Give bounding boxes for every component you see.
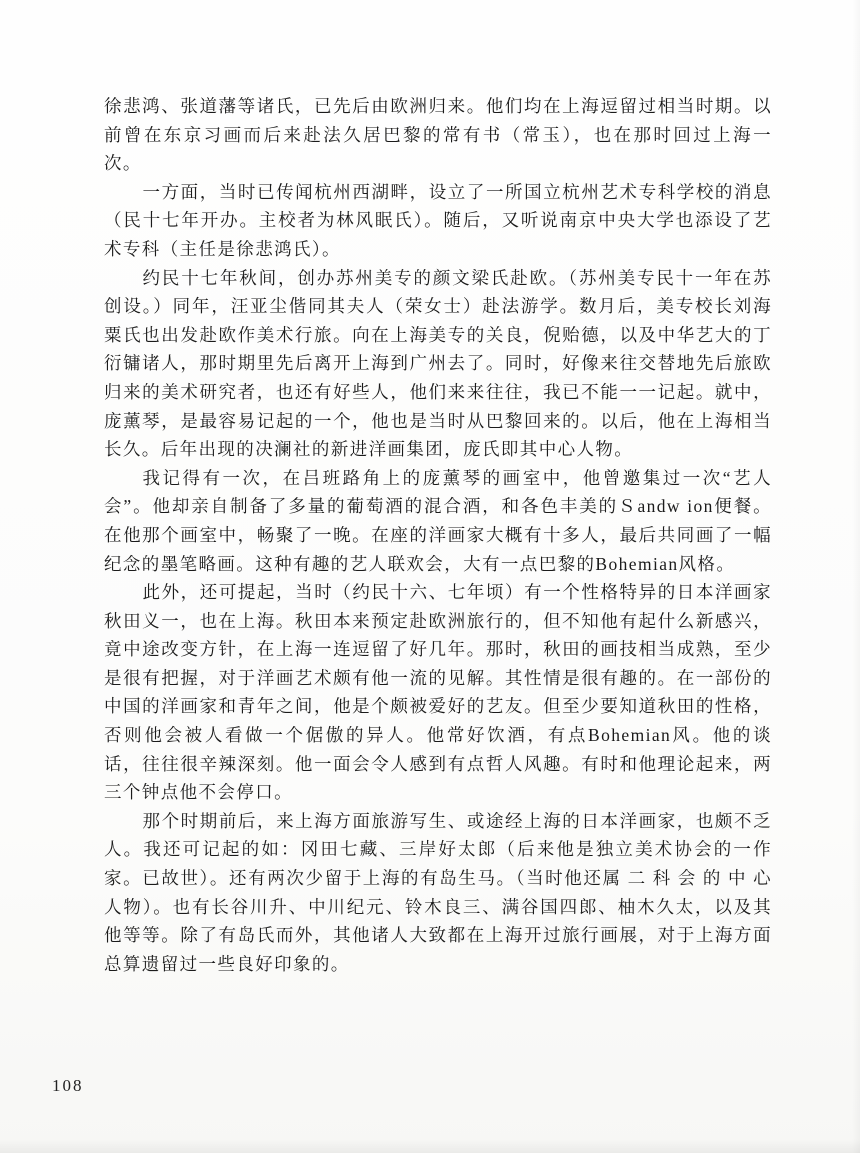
paragraph: 此外，还可提起，当时（约民十六、七年顷）有一个性格特异的日本洋画家秋田义一，也在上海。秋田本来预定赴欧洲旅行的，但不知他有起什么新感兴，竟中途改变方针，在上海一连逗留了好几年。那时，秋田的画技相当成熟，至少是很有把握，对于洋画艺术颇有他一流的见解。其性情是很有趣的。在一部份的中国的洋画家和青年之间，他是个颇被爱好的艺友。但至少要知道秋田的性格，否则他会被人看做一个倨傲的异人。他常好饮酒，有点Bohemian风。他的谈话，往往很辛辣深刻。他一面会令人感到有点哲人风趣。有时和他理论起来，两三个钟点他不会停口。 [104, 582, 772, 803]
paragraph: 那个时期前后，来上海方面旅游写生、或途经上海的日本洋画家，也颇不乏人。我还可记起的如：冈田七藏、三岸好太郎（后来他是独立美术协会的一作家。已故世）。还有两次少留于上海的有岛生马。（当时他还属 二 科 会 的 中 心人物）。也有长谷川升、中川纪元、铃木良三、满谷国四郎、柚木久太，以及其他等等。除了有岛氏而外，其他诸人大致都在上海开过旅行画展，对于上海方面总算遗留过一些良好印象的。 [104, 810, 772, 974]
scan-shadow-bottom [0, 1139, 860, 1153]
page-number: 108 [52, 1076, 84, 1095]
page-content [104, 92, 772, 978]
paragraph: 徐悲鸿、张道藩等诸氏，已先后由欧洲归来。他们均在上海逗留过相当时期。以前曾在东京习画而后来赴法久居巴黎的常有书（常玉），也在那时回过上海一次。 [104, 96, 772, 174]
paragraph: 我记得有一次，在吕班路角上的庞薰琴的画室中，他曾邀集过一次“艺人会”。他却亲自制备了多量的葡萄酒的混合酒，和各色丰美的Ｓandw ion便餐。在他那个画室中，畅聚了一晚。在座的洋画家大概有十多人，最后共同画了一幅纪念的墨笔略画。这种有趣的艺人联欢会，大有一点巴黎的Bohemian风格。 [104, 467, 772, 574]
paragraph: 一方面，当时已传闻杭州西湖畔，设立了一所国立杭州艺术专科学校的消息（民十七年开办。主校者为林风眠氏）。随后，又听说南京中央大学也添设了艺术专科（主任是徐悲鸿氏）。 [104, 181, 772, 259]
scan-shadow-right [852, 0, 860, 1153]
paragraph: 约民十七年秋间，创办苏州美专的颜文梁氏赴欧。（苏州美专民十一年在苏创设。）同年，汪亚尘偕同其夫人（荣女士）赴法游学。数月后，美专校长刘海粟氏也出发赴欧作美术行旅。向在上海美专的关良，倪贻德，以及中华艺大的丁衍镛诸人，那时期里先后离开上海到广州去了。同时，好像来往交替地先后旅欧归来的美术研究者，也还有好些人，他们来来往往，我已不能一一记起。就中，庞薰琴，是最容易记起的一个，他也是当时从巴黎回来的。以后，他在上海相当长久。后年出现的决澜社的新进洋画集团，庞氏即其中心人物。 [104, 267, 772, 460]
